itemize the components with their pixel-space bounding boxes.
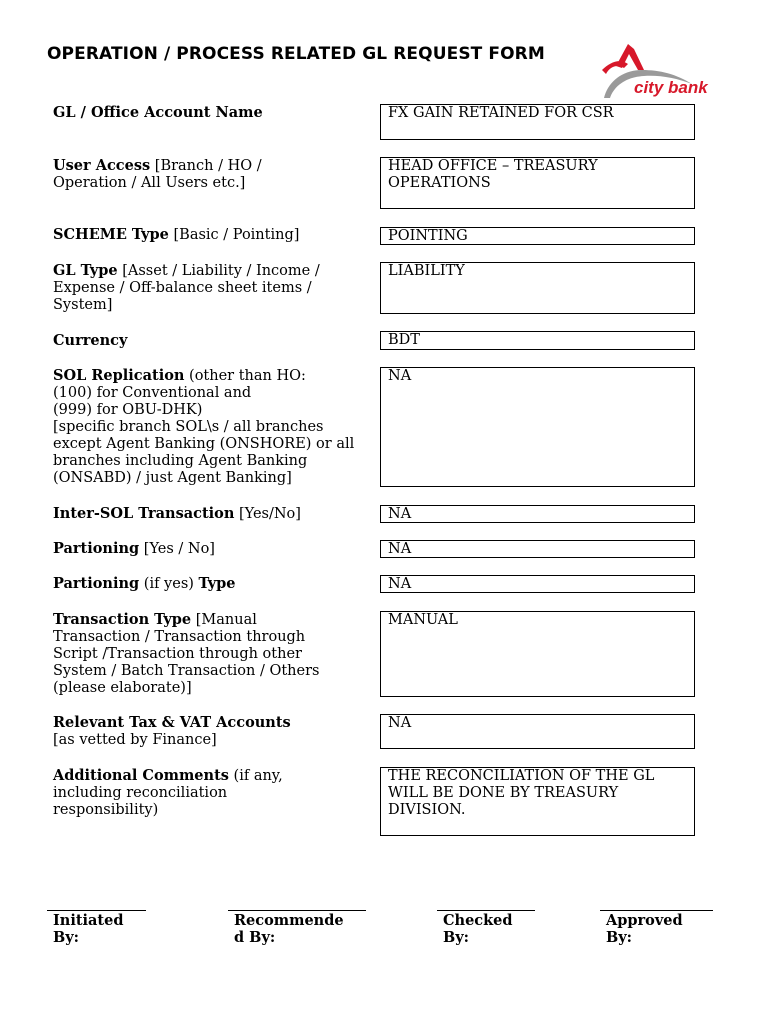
gl-type-field[interactable]: LIABILITY xyxy=(380,262,695,314)
city-bank-logo xyxy=(598,40,708,102)
relevant-tax-vat-accounts-field[interactable]: NA xyxy=(380,714,695,749)
scheme-type-field[interactable]: POINTING xyxy=(380,227,695,245)
signature-line-initiated xyxy=(47,910,146,911)
label-sol-replication: SOL Replication (other than HO: (100) for Conventional and (999) for OBU-DHK) [specific branch SOL\s / all branches except Agent Banking (ONSHORE) or all branches including Agent Banking (ONSABD) / just Agent Banking] xyxy=(53,367,355,486)
label-currency: Currency xyxy=(53,332,128,349)
signature-recommended-by: Recommende d By: xyxy=(234,912,344,946)
signature-line-recommended xyxy=(228,910,366,911)
signature-initiated-by: Initiated By: xyxy=(53,912,124,946)
label-scheme-type: SCHEME Type [Basic / Pointing] xyxy=(53,226,300,243)
label-user-access: User Access [Branch / HO / Operation / All Users etc.] xyxy=(53,157,262,191)
gl-office-account-name-field[interactable]: FX GAIN RETAINED FOR CSR xyxy=(380,104,695,140)
signature-line-approved xyxy=(600,910,713,911)
form-title: OPERATION / PROCESS RELATED GL REQUEST FORM xyxy=(47,44,545,64)
partioning-field[interactable]: NA xyxy=(380,540,695,558)
label-relevant-tax-vat-accounts: Relevant Tax & VAT Accounts [as vetted by Finance] xyxy=(53,714,291,748)
logo-red-swoosh xyxy=(602,61,628,74)
currency-field[interactable]: BDT xyxy=(380,331,695,350)
label-partioning-type: Partioning (if yes) Type xyxy=(53,575,236,592)
additional-comments-field[interactable]: THE RECONCILIATION OF THE GL WILL BE DONE BY TREASURY DIVISION. xyxy=(380,767,695,836)
label-transaction-type: Transaction Type [Manual Transaction / Transaction through Script /Transaction through other System / Batch Transaction / Others (please elaborate)] xyxy=(53,611,320,696)
label-additional-comments: Additional Comments (if any, including reconciliation responsibility) xyxy=(53,767,283,818)
user-access-field[interactable]: HEAD OFFICE – TREASURY OPERATIONS xyxy=(380,157,695,209)
sol-replication-field[interactable]: NA xyxy=(380,367,695,487)
label-gl-office-account-name: GL / Office Account Name xyxy=(53,104,263,121)
logo-text: city bank xyxy=(634,78,708,97)
partioning-type-field[interactable]: NA xyxy=(380,575,695,593)
label-gl-type: GL Type [Asset / Liability / Income / Expense / Off-balance sheet items / System] xyxy=(53,262,320,313)
label-partioning: Partioning [Yes / No] xyxy=(53,540,215,557)
signature-line-checked xyxy=(437,910,535,911)
label-inter-sol-transaction: Inter-SOL Transaction [Yes/No] xyxy=(53,505,301,522)
transaction-type-field[interactable]: MANUAL xyxy=(380,611,695,697)
signature-approved-by: Approved By: xyxy=(606,912,683,946)
inter-sol-transaction-field[interactable]: NA xyxy=(380,505,695,523)
signature-checked-by: Checked By: xyxy=(443,912,513,946)
